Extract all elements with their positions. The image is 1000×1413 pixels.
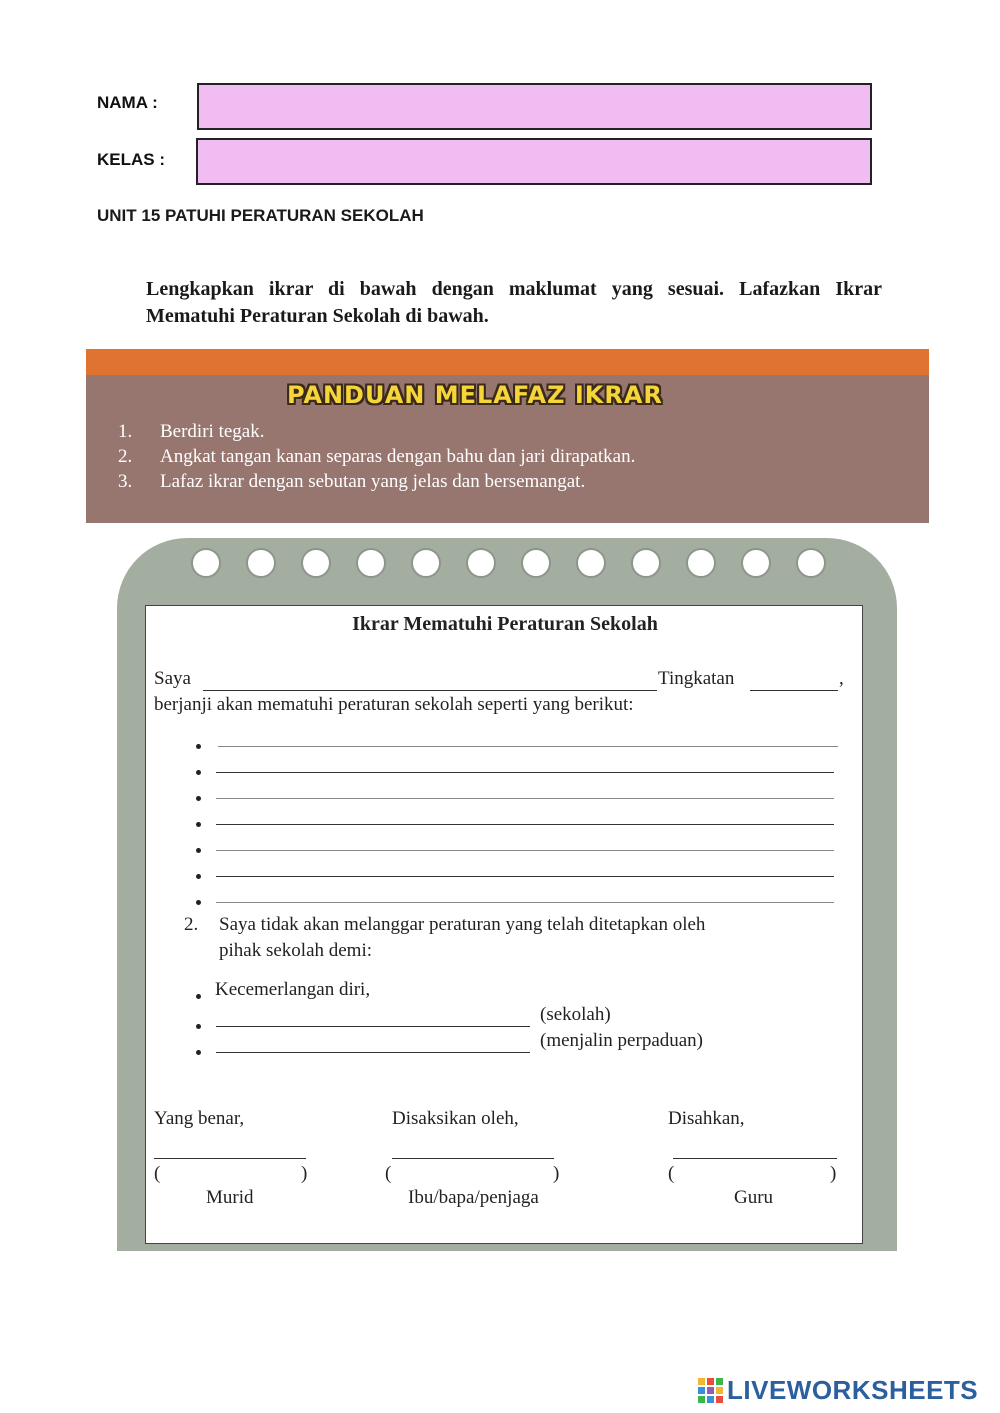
item2-line1: Saya tidak akan melanggar peraturan yang telah ditetapkan oleh — [219, 914, 706, 935]
signature-line-guru[interactable] — [673, 1138, 837, 1159]
rule-blank[interactable] — [216, 808, 834, 825]
comma: , — [839, 668, 844, 689]
ring-icon — [246, 548, 276, 578]
ring-icon — [686, 548, 716, 578]
liveworksheets-logo: LIVEWORKSHEETS — [727, 1375, 979, 1405]
item2-number: 2. — [184, 914, 199, 935]
rule-blank[interactable] — [216, 886, 834, 903]
saya-label: Saya — [154, 668, 191, 689]
bullet-icon — [196, 744, 201, 749]
rule-blank[interactable] — [218, 730, 838, 747]
banner-stripe — [86, 349, 929, 375]
perpaduan-blank[interactable] — [216, 1034, 530, 1053]
guide-step-text: Angkat tangan kanan separas dengan bahu dan jari dirapatkan. — [160, 446, 636, 467]
instruction-text: Lengkapkan ikrar di bawah dengan maklumat yang sesuai. Lafazkan Ikrar Mematuhi Peraturan Sekolah di bawah. — [146, 278, 882, 327]
item2-line2: pihak sekolah demi: — [219, 940, 373, 961]
guide-step-num: 1. — [118, 421, 133, 442]
paren-close: ) — [553, 1163, 560, 1184]
bullet-icon — [196, 848, 201, 853]
bullet-icon — [196, 874, 201, 879]
liveworksheets-logo-icon — [698, 1378, 724, 1404]
signature-role: Ibu/bapa/penjaga — [408, 1187, 539, 1208]
signature-role: Murid — [206, 1187, 254, 1208]
signature-line-murid[interactable] — [154, 1138, 306, 1159]
guide-step-num: 3. — [118, 471, 133, 492]
bullet-icon — [196, 796, 201, 801]
guide-banner — [86, 375, 929, 523]
rule-blank[interactable] — [216, 782, 834, 799]
demi-item: Kecemerlangan diri, — [215, 979, 371, 1000]
bullet-icon — [196, 1050, 201, 1055]
ring-icon — [741, 548, 771, 578]
rule-blank[interactable] — [216, 756, 834, 773]
notebook-rings — [117, 538, 897, 598]
paren-close: ) — [830, 1163, 837, 1184]
name-blank[interactable] — [203, 669, 657, 691]
kelas-input[interactable] — [196, 138, 872, 185]
ring-icon — [301, 548, 331, 578]
signature-heading: Disahkan, — [668, 1108, 745, 1129]
ring-icon — [411, 548, 441, 578]
tingkatan-blank[interactable] — [750, 669, 838, 691]
bullet-icon — [196, 994, 201, 999]
paren-open: ( — [154, 1163, 161, 1184]
sekolah-blank[interactable] — [216, 1008, 530, 1027]
kelas-label: KELAS : — [97, 150, 165, 169]
unit-title: UNIT 15 PATUHI PERATURAN SEKOLAH — [97, 206, 424, 225]
bullet-icon — [196, 770, 201, 775]
bullet-icon — [196, 900, 201, 905]
signature-heading: Disaksikan oleh, — [392, 1108, 519, 1129]
nama-input[interactable] — [197, 83, 872, 130]
ring-icon — [356, 548, 386, 578]
ring-icon — [631, 548, 661, 578]
signature-heading: Yang benar, — [154, 1108, 245, 1129]
ring-icon — [576, 548, 606, 578]
ring-icon — [796, 548, 826, 578]
bullet-icon — [196, 822, 201, 827]
signature-role: Guru — [734, 1187, 774, 1208]
guide-step-text: Lafaz ikrar dengan sebutan yang jelas dan bersemangat. — [160, 471, 586, 492]
paren-open: ( — [668, 1163, 675, 1184]
rule-blank[interactable] — [216, 860, 834, 877]
nama-label: NAMA : — [97, 93, 158, 112]
ring-icon — [191, 548, 221, 578]
pledge-paper — [145, 605, 863, 1244]
demi-item: (menjalin perpaduan) — [540, 1030, 704, 1051]
guide-step-text: Berdiri tegak. — [160, 421, 265, 442]
ring-icon — [521, 548, 551, 578]
rule-blank[interactable] — [216, 834, 834, 851]
promise-text: berjanji akan mematuhi peraturan sekolah seperti yang berikut: — [154, 694, 634, 715]
tingkatan-label: Tingkatan — [658, 668, 735, 689]
demi-item: (sekolah) — [540, 1004, 611, 1025]
paren-open: ( — [385, 1163, 392, 1184]
ring-icon — [466, 548, 496, 578]
paren-close: ) — [301, 1163, 308, 1184]
signature-line-parent[interactable] — [392, 1138, 554, 1159]
pledge-title: Ikrar Mematuhi Peraturan Sekolah — [352, 613, 658, 635]
bullet-icon — [196, 1024, 201, 1029]
guide-step-num: 2. — [118, 446, 133, 467]
guide-title: PANDUAN MELAFAZ IKRAR — [287, 381, 663, 409]
